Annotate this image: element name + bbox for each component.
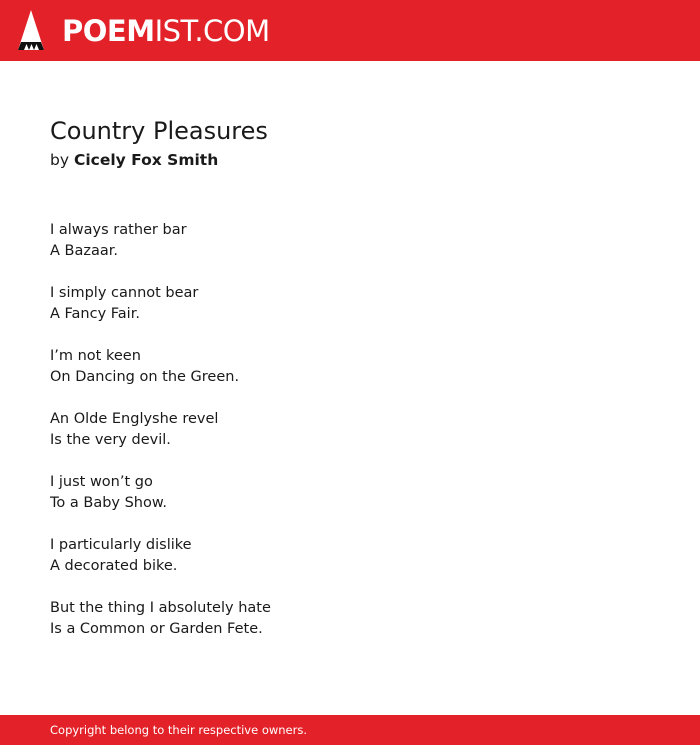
site-header	[0, 0, 700, 61]
poem-line: I simply cannot bear	[50, 285, 199, 301]
poem-line: I just won’t go	[50, 474, 153, 490]
poem-line: I always rather bar	[50, 222, 187, 238]
poem-container	[50, 116, 650, 661]
logo-text-light: IST.COM	[154, 14, 270, 48]
byline-prefix: by	[50, 151, 70, 169]
stanza	[50, 598, 650, 640]
poem-title: Country Pleasures	[50, 117, 268, 145]
stanza	[50, 220, 650, 262]
poem-body	[50, 220, 650, 640]
stanza	[50, 409, 650, 451]
logo-text-bold: POEM	[62, 14, 155, 48]
stanza	[50, 535, 650, 577]
poem-line: A Bazaar.	[50, 243, 118, 259]
poem-line: An Olde Englyshe revel	[50, 411, 219, 427]
poem-byline	[50, 149, 650, 171]
poem-line: But the thing I absolutely hate	[50, 600, 271, 616]
poem-line: A Fancy Fair.	[50, 306, 140, 322]
poem-line: I particularly dislike	[50, 537, 192, 553]
site-footer	[0, 715, 700, 745]
site-logo-link[interactable]	[18, 10, 270, 52]
stanza	[50, 346, 650, 388]
site-logo-text	[62, 10, 270, 52]
poem-line: Is a Common or Garden Fete.	[50, 621, 263, 637]
stanza	[50, 283, 650, 325]
copyright-notice: Copyright belong to their respective owners.	[50, 723, 308, 737]
author-name: Cicely Fox Smith	[73, 151, 219, 169]
poem-line: Is the very devil.	[50, 432, 171, 448]
pencil-tip-icon	[18, 10, 44, 52]
poem-line: On Dancing on the Green.	[50, 369, 240, 385]
poem-line: To a Baby Show.	[50, 495, 167, 511]
poem-line: A decorated bike.	[50, 558, 178, 574]
poem-line: I’m not keen	[50, 348, 141, 364]
stanza	[50, 472, 650, 514]
